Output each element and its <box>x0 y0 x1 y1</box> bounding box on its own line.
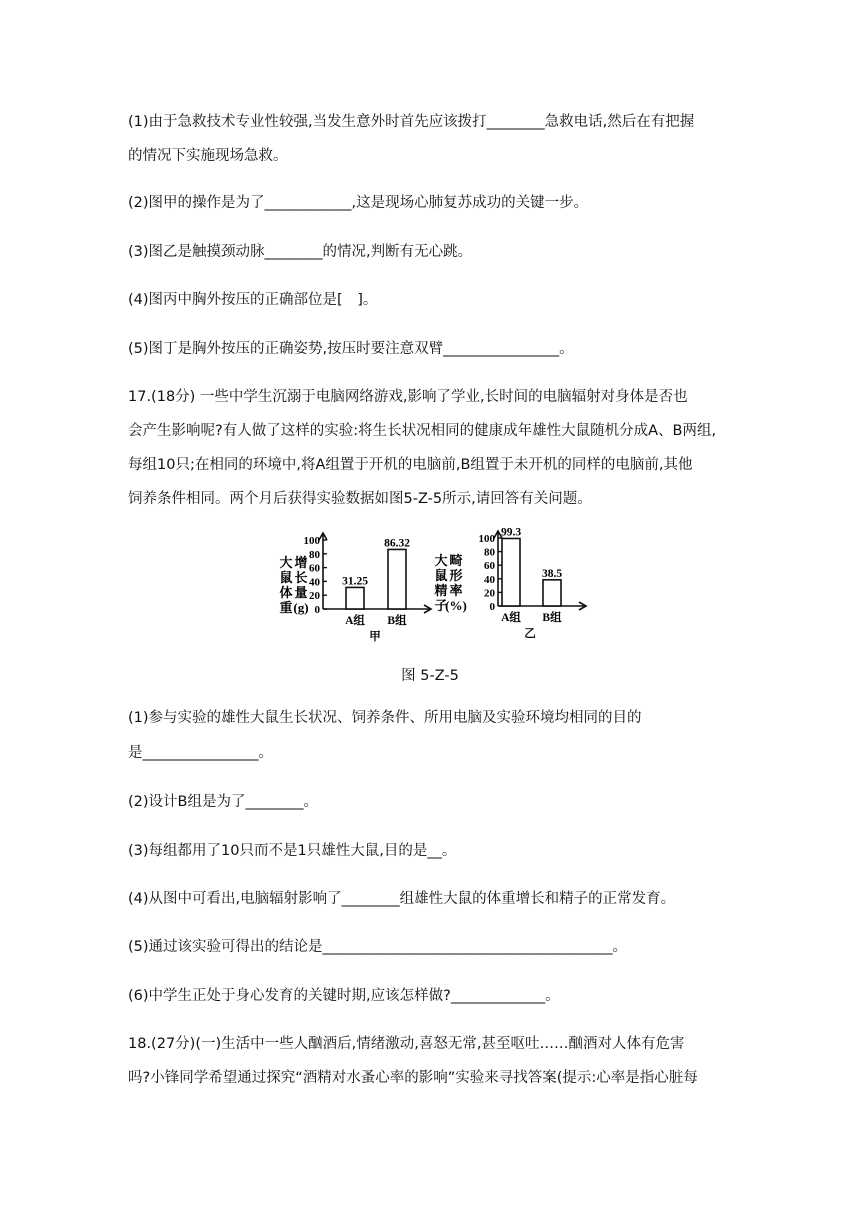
y-tick-label: 0 <box>489 601 495 613</box>
y-axis-label: 鼠 <box>434 568 448 583</box>
text-line: (6)中学生正处于身心发育的关键时期,应该怎样做?_____________。 <box>128 988 560 1004</box>
text-line: 吗?小锋同学希望通过探究“酒精对水蚤心率的影响”实验来寻找答案(提示:心率是指心脏每 <box>128 1070 698 1086</box>
category-label: A组 <box>501 612 521 624</box>
y-axis-label: 体 <box>279 585 293 600</box>
y-tick-label: 20 <box>309 590 320 603</box>
y-axis-label: 量 <box>294 585 308 600</box>
text-line: 每组10只;在相同的环境中,将A组置于开机的电脑前,B组置于未开机的同样的电脑前,其他 <box>128 457 693 473</box>
y-axis-label: 增 <box>294 555 308 570</box>
question-17-heading: 17.(18分) 一些中学生沉溺于电脑网络游戏,影响了学业,长时间的电脑辐射对身体是否也 <box>128 389 688 405</box>
question-18-heading: 18.(27分)(一)生活中一些人酗酒后,情绪激动,喜怒无常,甚至呕吐……酗酒对人体有危害 <box>128 1036 685 1052</box>
text-line: 会产生影响呢?有人做了这样的实验:将生长状况相同的健康成年雄性大鼠随机分成A、B两组, <box>128 423 717 439</box>
bar <box>388 549 406 609</box>
figure-caption: 图 5-Z-5 <box>401 668 459 684</box>
y-axis-label: 大 <box>434 553 448 568</box>
chart-yi <box>433 528 586 640</box>
y-tick-label: 100 <box>303 535 320 547</box>
y-tick-label: 0 <box>314 604 320 616</box>
category-label: B组 <box>387 615 407 627</box>
y-tick-label: 60 <box>484 560 495 573</box>
text-line: (1)由于急救技术专业性较强,当发生意外时首先应该拨打________急救电话,然后在有把握 <box>128 114 695 130</box>
text-line: (4)从图中可看出,电脑辐射影响了________组雄性大鼠的体重增长和精子的正常发育。 <box>128 891 676 907</box>
y-axis-label: 子 <box>434 598 448 613</box>
bar <box>346 587 364 609</box>
text-line: (3)每组都用了10只而不是1只雄性大鼠,目的是__。 <box>128 843 457 859</box>
data-label: 38.5 <box>541 567 563 580</box>
text-line: (2)图甲的操作是为了____________,这是现场心肺复苏成功的关键一步。 <box>128 195 589 211</box>
y-axis-label: 鼠 <box>279 570 293 585</box>
text-line: 是________________。 <box>128 745 273 761</box>
bar <box>502 538 520 606</box>
text-line: (5)通过该实验可得出的结论是________________________________________。 <box>128 939 628 955</box>
y-tick-label: 20 <box>484 587 495 600</box>
y-tick-label: 40 <box>484 573 495 586</box>
y-axis-label: 形 <box>449 568 463 583</box>
text-line: (4)图丙中胸外按压的正确部位是[ ]。 <box>128 292 378 308</box>
category-label: B组 <box>542 612 562 624</box>
text-line: (2)设计B组是为了________。 <box>128 794 318 810</box>
y-axis-label: (%) <box>445 598 467 613</box>
y-axis-label: 畸 <box>449 553 463 568</box>
data-label: 86.32 <box>384 537 410 550</box>
text-line: 饲养条件相同。两个月后获得实验数据如图5-Z-5所示,请回答有关问题。 <box>128 491 592 507</box>
chart-jia <box>279 533 431 643</box>
text-line: (1)参与实验的雄性大鼠生长状况、饲养条件、所用电脑及实验环境均相同的目的 <box>128 710 642 726</box>
y-axis-label: 重 <box>279 600 293 615</box>
y-axis-label: 长 <box>294 570 308 585</box>
data-label: 99.3 <box>500 528 522 539</box>
y-tick-label: 100 <box>478 533 495 545</box>
y-tick-label: 40 <box>309 576 320 589</box>
data-label: 31.25 <box>342 575 368 588</box>
text-line: 的情况下实施现场急救。 <box>128 148 288 164</box>
y-tick-label: 80 <box>484 546 495 559</box>
y-tick-label: 60 <box>309 562 320 575</box>
text-line: (5)图丁是胸外按压的正确姿势,按压时要注意双臂________________。 <box>128 341 574 357</box>
y-tick-label: 80 <box>309 548 320 561</box>
bar <box>543 580 561 606</box>
y-axis-label: 精 <box>434 583 448 598</box>
panel-label: 乙 <box>524 628 536 640</box>
y-axis-label: (g) <box>293 600 309 615</box>
figure-5-z-5 <box>0 528 860 648</box>
y-axis-label: 率 <box>449 583 463 598</box>
category-label: A组 <box>345 615 365 627</box>
panel-label: 甲 <box>369 631 381 643</box>
y-axis-label: 大 <box>279 555 293 570</box>
text-line: (3)图乙是触摸颈动脉________的情况,判断有无心跳。 <box>128 244 473 260</box>
